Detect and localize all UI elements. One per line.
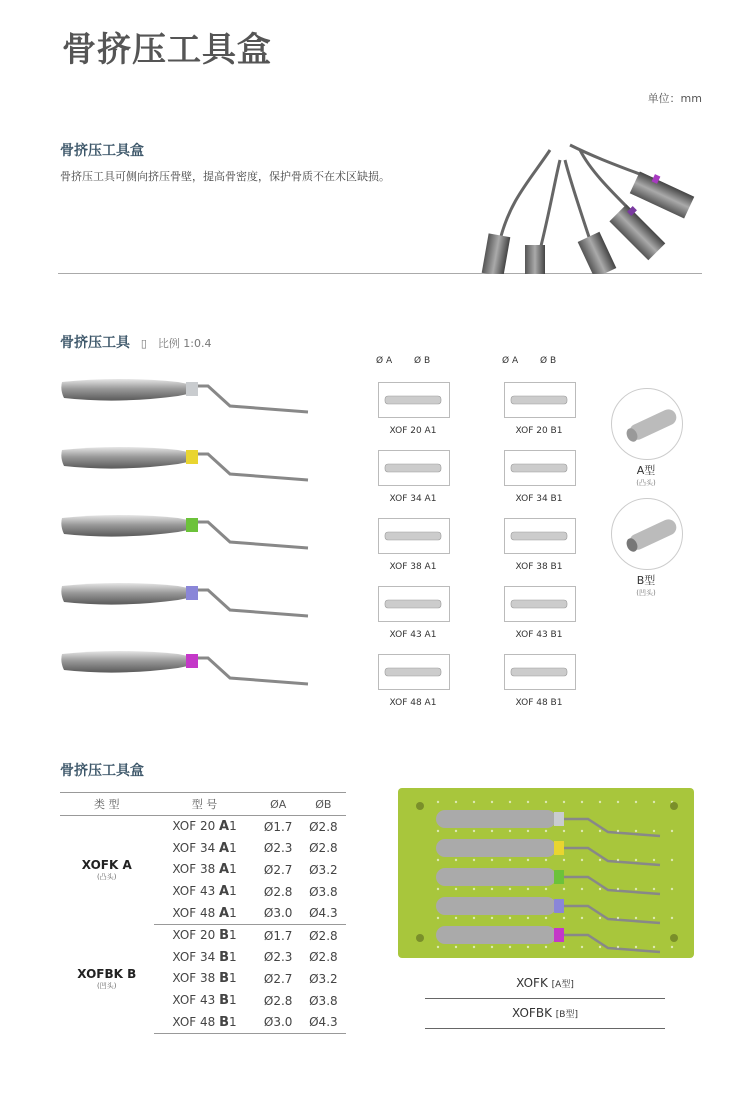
dia-b-cell: Ø3.2 [309, 971, 338, 986]
dia-b-cell: Ø4.3 [301, 902, 346, 924]
zoom-box-b [504, 450, 576, 486]
dia-b-label-2: Ø B [540, 356, 557, 366]
zoom-box-a [378, 654, 450, 690]
tool-image [58, 440, 314, 486]
model-cell: XOF 43 A1 [172, 884, 237, 900]
tool-image [58, 508, 314, 554]
page-title: 骨挤压工具盒 [62, 30, 272, 70]
tip-b-sub: (凹头) [636, 589, 656, 597]
zoom-box-b [504, 654, 576, 690]
zoom-box-b [504, 382, 576, 418]
col-type: 类 型 [60, 793, 154, 816]
zoom-box-b [504, 586, 576, 622]
tool-image [58, 576, 314, 622]
dia-a-cell: Ø1.7 [263, 819, 293, 834]
type-cell [60, 924, 154, 1033]
col-dia-b: ØB [301, 793, 346, 816]
model-cell: XOF 34 B1 [172, 949, 237, 965]
kit-case-svg [398, 788, 694, 958]
tools-heading-text: 骨挤压工具 [60, 335, 130, 351]
tip-a-sub: (凸头) [636, 479, 656, 487]
case-label-2-sub: [B型] [555, 1010, 578, 1020]
dia-b-cell: Ø2.8 [309, 819, 338, 834]
dia-b-cell: Ø4.3 [301, 1011, 346, 1033]
case-label-1 [425, 968, 665, 999]
case-label-1-name: XOFK [516, 976, 548, 990]
scale-label: 比例 1:0.4 [157, 337, 212, 350]
dia-a-cell: Ø1.7 [263, 928, 293, 943]
model-cell: XOF 34 A1 [172, 840, 237, 856]
dia-a-cell: Ø2.8 [263, 993, 293, 1008]
dia-b-cell: Ø3.8 [309, 993, 338, 1008]
model-cell: XOF 20 A1 [172, 819, 237, 835]
zoom-box-a [378, 586, 450, 622]
tip-a-circle [611, 388, 683, 460]
dia-a-cell: Ø3.0 [256, 902, 301, 924]
dia-a-cell: Ø2.8 [263, 884, 293, 899]
tip-b-circle [611, 498, 683, 570]
zoom-caption-a: XOF 43 A1 [389, 630, 437, 640]
model-cell: XOF 43 B1 [172, 993, 237, 1009]
case-label-2 [425, 998, 665, 1029]
type-name: XOFK A [81, 858, 132, 873]
dia-a-label-1: Ø A [376, 356, 393, 366]
dia-a-cell: Ø3.0 [256, 1011, 301, 1033]
intro-description: 骨挤压工具可侧向挤压骨壁，提高骨密度，保护骨质不在术区缺损。 [60, 170, 390, 183]
dia-b-cell: Ø2.8 [309, 841, 338, 856]
zoom-box-a [378, 450, 450, 486]
dia-b-cell: Ø2.8 [309, 950, 338, 965]
col-model: 型 号 [154, 793, 256, 816]
dia-a-cell: Ø2.7 [263, 971, 293, 986]
unit-label: 单位：mm [647, 92, 702, 105]
kit-heading: 骨挤压工具盒 [60, 763, 144, 779]
dia-a-cell: Ø2.7 [263, 862, 293, 877]
dia-a-cell: Ø2.3 [263, 841, 293, 856]
zoom-caption-a: XOF 20 A1 [389, 426, 437, 436]
table-row [60, 924, 346, 946]
zoom-caption-a: XOF 38 A1 [389, 562, 437, 572]
type-sub: (凹头) [97, 981, 117, 990]
dia-b-label-1: Ø B [414, 356, 431, 366]
tool-image [58, 372, 314, 418]
col-dia-a: ØA [256, 793, 301, 816]
kit-case-photo [398, 788, 694, 958]
zoom-caption-b: XOF 38 B1 [515, 562, 563, 572]
model-cell: XOF 20 B1 [172, 928, 237, 944]
tip-a-label: A型 [636, 464, 656, 477]
model-cell: XOF 48 A1 [154, 902, 256, 924]
zoom-box-a [378, 518, 450, 554]
spec-body [60, 816, 346, 1034]
spec-table [60, 792, 346, 1034]
zoom-caption-b: XOF 43 B1 [515, 630, 563, 640]
tools-heading [60, 332, 212, 352]
zoom-caption-a: XOF 34 A1 [389, 494, 437, 504]
case-label-1-sub: [A型] [551, 980, 574, 990]
dia-b-cell: Ø2.8 [309, 928, 338, 943]
type-cell [60, 816, 154, 925]
dia-b-cell: Ø3.8 [309, 884, 338, 899]
zoom-box-a [378, 382, 450, 418]
table-row [60, 816, 346, 838]
model-cell: XOF 38 A1 [172, 862, 237, 878]
tools-heading-bullet: ▯ [140, 337, 147, 350]
model-cell: XOF 48 B1 [154, 1011, 256, 1033]
zoom-box-b [504, 518, 576, 554]
tip-b-label: B型 [636, 574, 656, 587]
spec-header-row [60, 793, 346, 816]
dia-b-cell: Ø3.2 [309, 862, 338, 877]
zoom-caption-b: XOF 34 B1 [515, 494, 563, 504]
type-name: XOFBK B [77, 966, 137, 981]
model-cell: XOF 38 B1 [172, 971, 237, 987]
tools-photo [470, 140, 702, 274]
type-sub: (凸头) [97, 873, 117, 882]
case-label-2-name: XOFBK [512, 1006, 552, 1020]
intro-heading: 骨挤压工具盒 [60, 143, 144, 159]
dia-a-cell: Ø2.3 [263, 950, 293, 965]
zoom-caption-b: XOF 48 B1 [515, 698, 563, 708]
zoom-caption-a: XOF 48 A1 [389, 698, 437, 708]
tool-image [58, 644, 314, 690]
zoom-caption-b: XOF 20 B1 [515, 426, 563, 436]
dia-a-label-2: Ø A [502, 356, 519, 366]
